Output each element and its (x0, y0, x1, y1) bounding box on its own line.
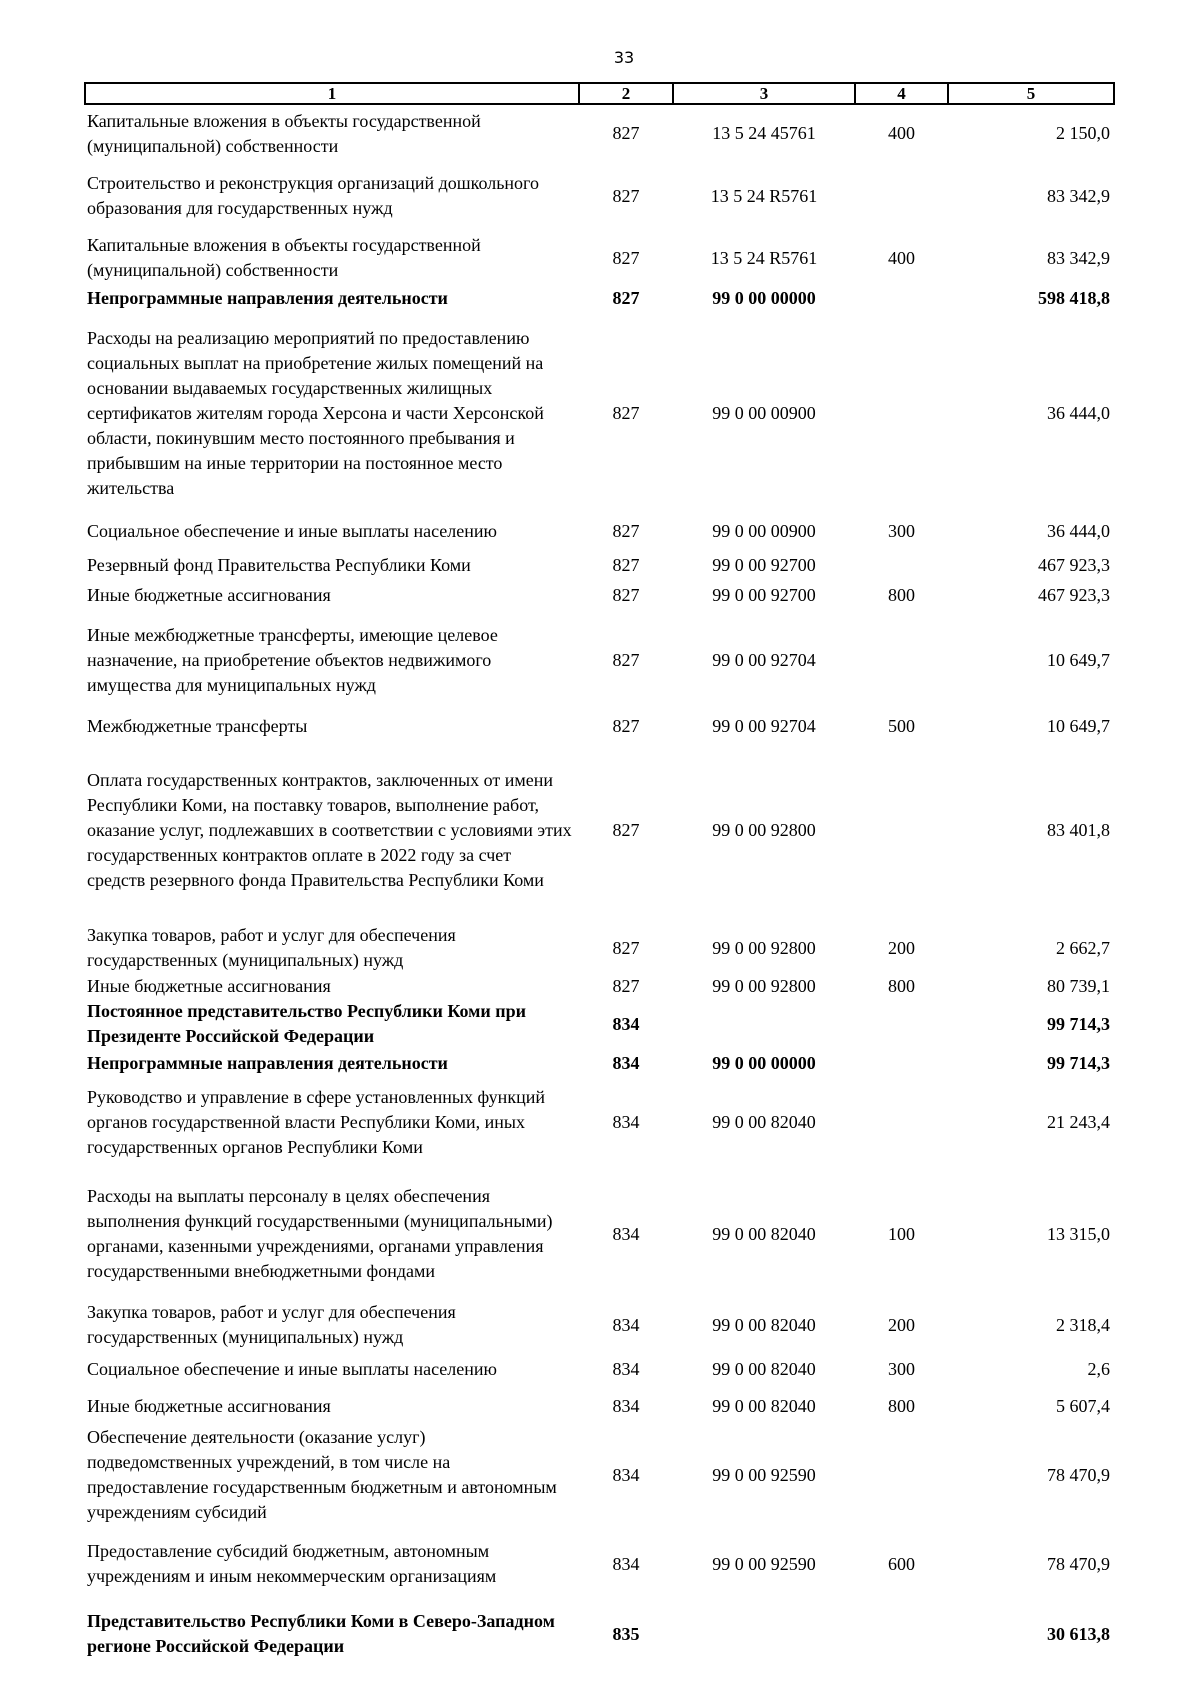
table-row (85, 922, 1114, 974)
row-amount: 36 444,0 (1047, 521, 1110, 541)
row-amount: 5 607,4 (1056, 1396, 1110, 1416)
row-code: 827 (612, 247, 640, 268)
table-row (85, 1603, 1114, 1665)
row-amount: 10 649,7 (1047, 650, 1110, 670)
row-name: Иные бюджетные ассигнования (87, 1396, 331, 1416)
row-amount: 598 418,8 (1038, 288, 1110, 308)
row-vr: 800 (888, 976, 915, 996)
row-name: Социальное обеспечение и иные выплаты населению (87, 521, 497, 541)
row-vr (855, 1077, 948, 1168)
row-amount: 78 470,9 (1047, 1553, 1110, 1574)
row-name: Капитальные вложения в объекты государственной (муниципальной) собственности (87, 235, 481, 280)
row-vr: 400 (888, 123, 915, 143)
row-vr: 500 (888, 715, 915, 736)
row-name: Непрограммные направления деятельности (87, 288, 448, 308)
table-row (85, 1077, 1114, 1168)
table-row (85, 311, 1114, 515)
row-csr: 99 0 00 92800 (712, 976, 816, 996)
row-name: Обеспечение деятельности (оказание услуг) подведомственных учреждений, в том числе на предоставление государственным бюджетным и автономным учреждениям субсидий (87, 1427, 557, 1522)
row-code: 827 (612, 650, 640, 670)
row-code: 835 (612, 1623, 640, 1644)
table-row (85, 1350, 1114, 1388)
row-csr: 13 5 24 R5761 (710, 247, 818, 268)
row-vr: 800 (888, 585, 915, 605)
row-csr: 99 0 00 92700 (712, 585, 816, 605)
row-amount: 83 342,9 (1047, 247, 1110, 268)
row-code: 827 (612, 585, 640, 605)
row-amount: 2,6 (1087, 1358, 1110, 1379)
row-name: Представительство Республики Коми в Северо-Западном регионе Российской Федерации (87, 1611, 555, 1656)
row-csr: 99 0 00 82040 (712, 1112, 816, 1132)
row-code: 834 (612, 1223, 640, 1244)
header-col-5: 5 (948, 83, 1114, 104)
row-amount: 78 470,9 (1047, 1464, 1110, 1485)
row-code: 827 (612, 555, 640, 575)
table-row (85, 1525, 1114, 1603)
row-csr: 99 0 00 82040 (712, 1358, 816, 1379)
row-amount: 467 923,3 (1038, 555, 1110, 575)
row-name: Межбюджетные трансферты (87, 715, 308, 736)
row-name: Оплата государственных контрактов, заключенных от имени Республики Коми, на поставку товаров, выполнение работ, оказание услуг, подлежавших в соответствии с условиями этих государственных контрактов оплате в 2022 году за счет средств резервного фонда Правительства Республики Коми (87, 770, 572, 890)
table-row (85, 608, 1114, 713)
row-code: 827 (612, 820, 640, 840)
row-vr: 100 (888, 1223, 915, 1244)
row-amount: 83 401,8 (1047, 820, 1110, 840)
row-vr: 200 (888, 937, 915, 958)
row-amount: 83 342,9 (1047, 185, 1110, 206)
row-csr: 99 0 00 92590 (712, 1553, 816, 1574)
row-code: 827 (612, 185, 640, 206)
row-code: 827 (612, 937, 640, 958)
row-csr: 99 0 00 92800 (712, 820, 816, 840)
row-vr (855, 162, 948, 230)
row-csr: 99 0 00 82040 (712, 1314, 816, 1335)
row-code: 834 (612, 1052, 640, 1073)
table-row (85, 104, 1114, 162)
row-csr: 99 0 00 82040 (712, 1396, 816, 1416)
row-csr: 99 0 00 00000 (712, 1052, 816, 1073)
row-csr: 99 0 00 82040 (712, 1223, 816, 1244)
table-header (85, 83, 1114, 104)
row-vr (855, 999, 948, 1049)
row-name: Иные бюджетные ассигнования (87, 585, 331, 605)
table-row (85, 1300, 1114, 1350)
table-row (85, 1388, 1114, 1425)
row-name: Строительство и реконструкция организаций дошкольного образования для государственных нужд (87, 173, 539, 218)
table-row (85, 1425, 1114, 1525)
row-vr (855, 1603, 948, 1665)
row-code: 827 (612, 402, 640, 423)
row-csr: 99 0 00 92704 (712, 650, 816, 670)
row-code: 834 (612, 1112, 640, 1132)
row-amount: 99 714,3 (1047, 1052, 1110, 1073)
row-code: 827 (612, 715, 640, 736)
table-row (85, 230, 1114, 286)
row-code: 834 (612, 1358, 640, 1379)
row-code: 834 (612, 1013, 640, 1034)
row-name: Непрограммные направления деятельности (87, 1052, 448, 1073)
row-name: Расходы на выплаты персоналу в целях обеспечения выполнения функций государственными (муниципальными) органами, казенными учреждениями, органами управления государственными внебюджетными фондами (87, 1186, 553, 1281)
row-code: 827 (612, 123, 640, 143)
row-code: 834 (612, 1553, 640, 1574)
budget-table (84, 82, 1115, 1665)
row-code: 827 (612, 288, 640, 308)
row-csr (673, 1603, 855, 1665)
table-body (85, 104, 1114, 1665)
row-name: Предоставление субсидий бюджетным, автономным учреждениям и иным некоммерческим организациям (87, 1541, 497, 1586)
row-name: Иные бюджетные ассигнования (87, 976, 331, 996)
row-amount: 30 613,8 (1047, 1623, 1110, 1644)
page-number: 33 (613, 48, 635, 67)
row-amount: 99 714,3 (1047, 1013, 1110, 1034)
row-vr (855, 739, 948, 922)
row-code: 827 (612, 521, 640, 541)
row-code: 834 (612, 1396, 640, 1416)
row-name: Резервный фонд Правительства Республики Коми (87, 555, 471, 575)
row-name: Капитальные вложения в объекты государственной (муниципальной) собственности (87, 110, 481, 156)
row-vr (855, 286, 948, 311)
table-row (85, 999, 1114, 1049)
row-name: Закупка товаров, работ и услуг для обеспечения государственных (муниципальных) нужд (87, 925, 456, 970)
row-amount: 2 150,0 (1056, 123, 1110, 143)
row-csr: 99 0 00 00000 (712, 288, 816, 308)
row-csr (673, 999, 855, 1049)
row-csr: 99 0 00 00900 (712, 521, 816, 541)
table-row (85, 713, 1114, 739)
row-amount: 80 739,1 (1047, 976, 1110, 996)
row-code: 827 (612, 976, 640, 996)
row-csr: 99 0 00 00900 (712, 402, 816, 423)
row-csr: 99 0 00 92800 (712, 937, 816, 958)
row-csr: 99 0 00 92590 (712, 1464, 816, 1485)
row-name: Иные межбюджетные трансферты, имеющие целевое назначение, на приобретение объектов недвижимого имущества для муниципальных нужд (87, 625, 498, 695)
table-row (85, 162, 1114, 230)
table-row (85, 548, 1114, 583)
row-amount: 2 662,7 (1056, 937, 1110, 958)
row-csr: 13 5 24 R5761 (710, 185, 818, 206)
row-code: 834 (612, 1464, 640, 1485)
row-vr: 300 (888, 1358, 915, 1379)
header-col-1: 1 (85, 83, 579, 104)
row-vr: 400 (888, 247, 915, 268)
row-name: Руководство и управление в сфере установленных функций органов государственной власти Республики Коми, иных государственных органов Республики Коми (87, 1087, 545, 1157)
row-amount: 10 649,7 (1047, 715, 1110, 736)
row-vr: 300 (888, 521, 915, 541)
row-csr: 99 0 00 92704 (712, 715, 816, 736)
row-vr: 600 (888, 1553, 915, 1574)
row-csr: 13 5 24 45761 (712, 123, 816, 143)
row-vr: 800 (888, 1396, 915, 1416)
row-amount: 467 923,3 (1038, 585, 1110, 605)
row-vr (855, 1049, 948, 1077)
row-code: 834 (612, 1314, 640, 1335)
header-col-3: 3 (673, 83, 855, 104)
row-name: Социальное обеспечение и иные выплаты населению (87, 1358, 497, 1379)
row-amount: 36 444,0 (1047, 402, 1110, 423)
row-amount: 13 315,0 (1047, 1223, 1110, 1244)
row-vr: 200 (888, 1314, 915, 1335)
row-vr (855, 608, 948, 713)
header-row (85, 83, 1114, 104)
table-row (85, 286, 1114, 311)
row-vr (855, 548, 948, 583)
row-vr (855, 1425, 948, 1525)
table-row (85, 1168, 1114, 1300)
table-row (85, 974, 1114, 999)
row-name: Расходы на реализацию мероприятий по предоставлению социальных выплат на приобретение жилых помещений на основании выдаваемых государственных жилищных сертификатов жителям города Херсона и части Херсонской области, покинувшим место постоянного пребывания и прибывшим на иные территории на постоянное место жительства (87, 327, 544, 498)
row-vr (855, 311, 948, 515)
table-row (85, 583, 1114, 608)
header-col-2: 2 (579, 83, 673, 104)
header-col-4: 4 (855, 83, 948, 104)
row-amount: 21 243,4 (1047, 1112, 1110, 1132)
table-row (85, 739, 1114, 922)
row-name: Постоянное представительство Республики Коми при Президенте Российской Федерации (87, 1001, 527, 1046)
table-row (85, 1049, 1114, 1077)
row-amount: 2 318,4 (1056, 1314, 1110, 1335)
table-row (85, 515, 1114, 548)
row-csr: 99 0 00 92700 (712, 555, 816, 575)
row-name: Закупка товаров, работ и услуг для обеспечения государственных (муниципальных) нужд (87, 1302, 456, 1347)
